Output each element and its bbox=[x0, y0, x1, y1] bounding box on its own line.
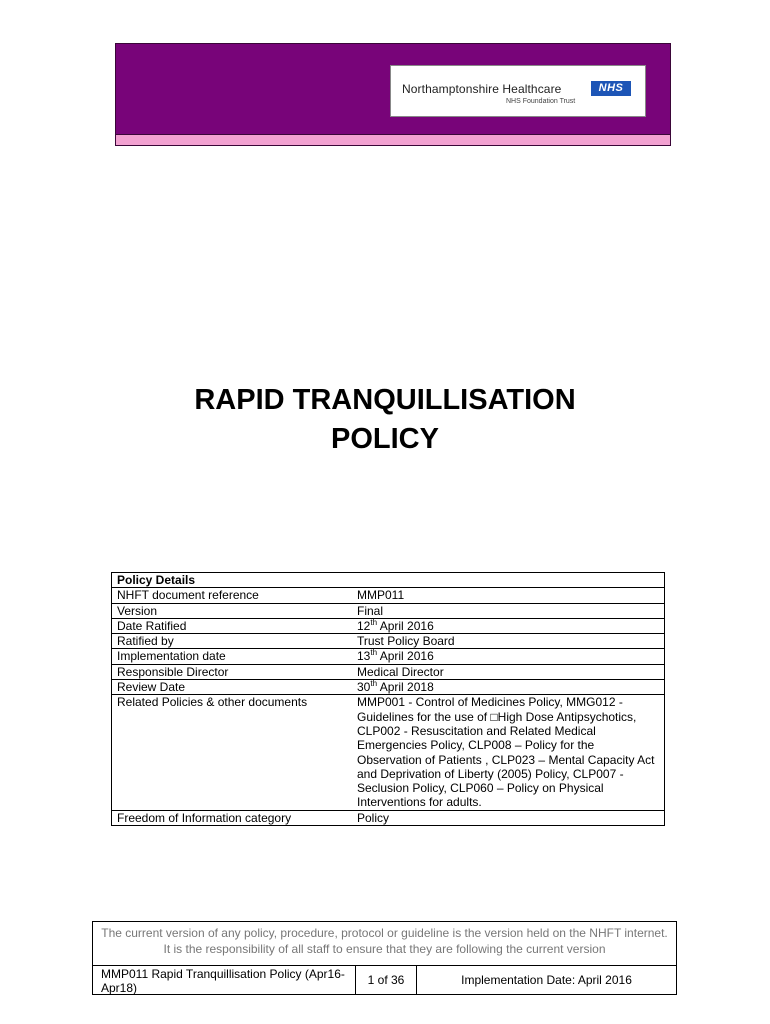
trust-logo bbox=[390, 65, 646, 117]
row-label: Freedom of Information category bbox=[117, 810, 292, 825]
banner-pink-stripe bbox=[116, 134, 670, 145]
footer-doc-title: MMP011 Rapid Tranquillisation Policy (Apr16-Apr18) bbox=[101, 967, 345, 995]
footer-info-row bbox=[93, 965, 676, 994]
policy-details-heading-row bbox=[112, 573, 664, 587]
row-label: Date Ratified bbox=[117, 618, 187, 633]
row-value: Policy bbox=[357, 810, 390, 825]
date-rest: April 2018 bbox=[377, 680, 434, 695]
row-label: Version bbox=[117, 603, 158, 618]
row-value: MMP001 - Control of Medicines Policy, MMG012 - Guidelines for the use of □High Dose Antipsychotics, CLP002 - Resuscitation and Related Medical Emergencies Policy, CLP008 – Policy for the Observation of Patients , CLP023 – Mental Capacity Act and Deprivation of Liberty (2005) Policy, CLP007 - Seclusion Policy, CLP060 – Policy on Physical Interventions for adults. bbox=[357, 695, 655, 810]
date-rest: April 2016 bbox=[377, 649, 434, 664]
row-value: MMP011 bbox=[357, 588, 405, 603]
table-row bbox=[112, 633, 664, 648]
table-row bbox=[112, 694, 664, 809]
nhs-logo-badge: NHS bbox=[591, 81, 631, 96]
policy-details-heading: Policy Details bbox=[117, 573, 196, 587]
table-row bbox=[112, 587, 664, 602]
title-line-2: POLICY bbox=[331, 423, 439, 455]
header-banner bbox=[115, 43, 671, 146]
row-label: Responsible Director bbox=[117, 664, 229, 679]
row-label: Related Policies & other documents bbox=[117, 695, 308, 710]
row-value: Medical Director bbox=[357, 664, 444, 679]
date-suffix: th bbox=[370, 679, 378, 689]
table-row bbox=[112, 810, 664, 825]
footer-implementation-date: Implementation Date: April 2016 bbox=[461, 973, 632, 987]
row-label: Review Date bbox=[117, 680, 186, 695]
date-suffix: th bbox=[370, 617, 378, 627]
row-value bbox=[350, 619, 664, 633]
table-row bbox=[112, 603, 664, 618]
table-row bbox=[112, 679, 664, 694]
date-day: 30 bbox=[357, 680, 371, 695]
row-label: Ratified by bbox=[117, 634, 174, 649]
row-value: Final bbox=[357, 603, 384, 618]
logo-org-name: Northamptonshire Healthcare bbox=[402, 82, 562, 96]
page-footer bbox=[92, 921, 677, 995]
table-row bbox=[112, 664, 664, 679]
date-rest: April 2016 bbox=[377, 618, 434, 633]
date-day: 12 bbox=[357, 618, 371, 633]
table-row bbox=[112, 648, 664, 663]
row-label: NHFT document reference bbox=[117, 588, 259, 603]
footer-version-note: The current version of any policy, procedure, protocol or guideline is the version held on the NHFT internet. It is the responsibility of all staff to ensure that they are following the current version bbox=[101, 926, 668, 956]
date-day: 13 bbox=[357, 649, 371, 664]
row-value: Trust Policy Board bbox=[357, 634, 455, 649]
logo-trust-name: NHS Foundation Trust bbox=[506, 98, 576, 105]
table-row bbox=[112, 618, 664, 633]
policy-details-table bbox=[111, 572, 665, 826]
date-suffix: th bbox=[370, 648, 378, 658]
footer-page-number: 1 of 36 bbox=[355, 966, 417, 994]
document-title bbox=[0, 381, 770, 459]
row-label: Implementation date bbox=[117, 649, 226, 664]
title-line-1: RAPID TRANQUILLISATION bbox=[194, 384, 576, 416]
row-value bbox=[350, 649, 664, 663]
row-value bbox=[350, 680, 664, 694]
